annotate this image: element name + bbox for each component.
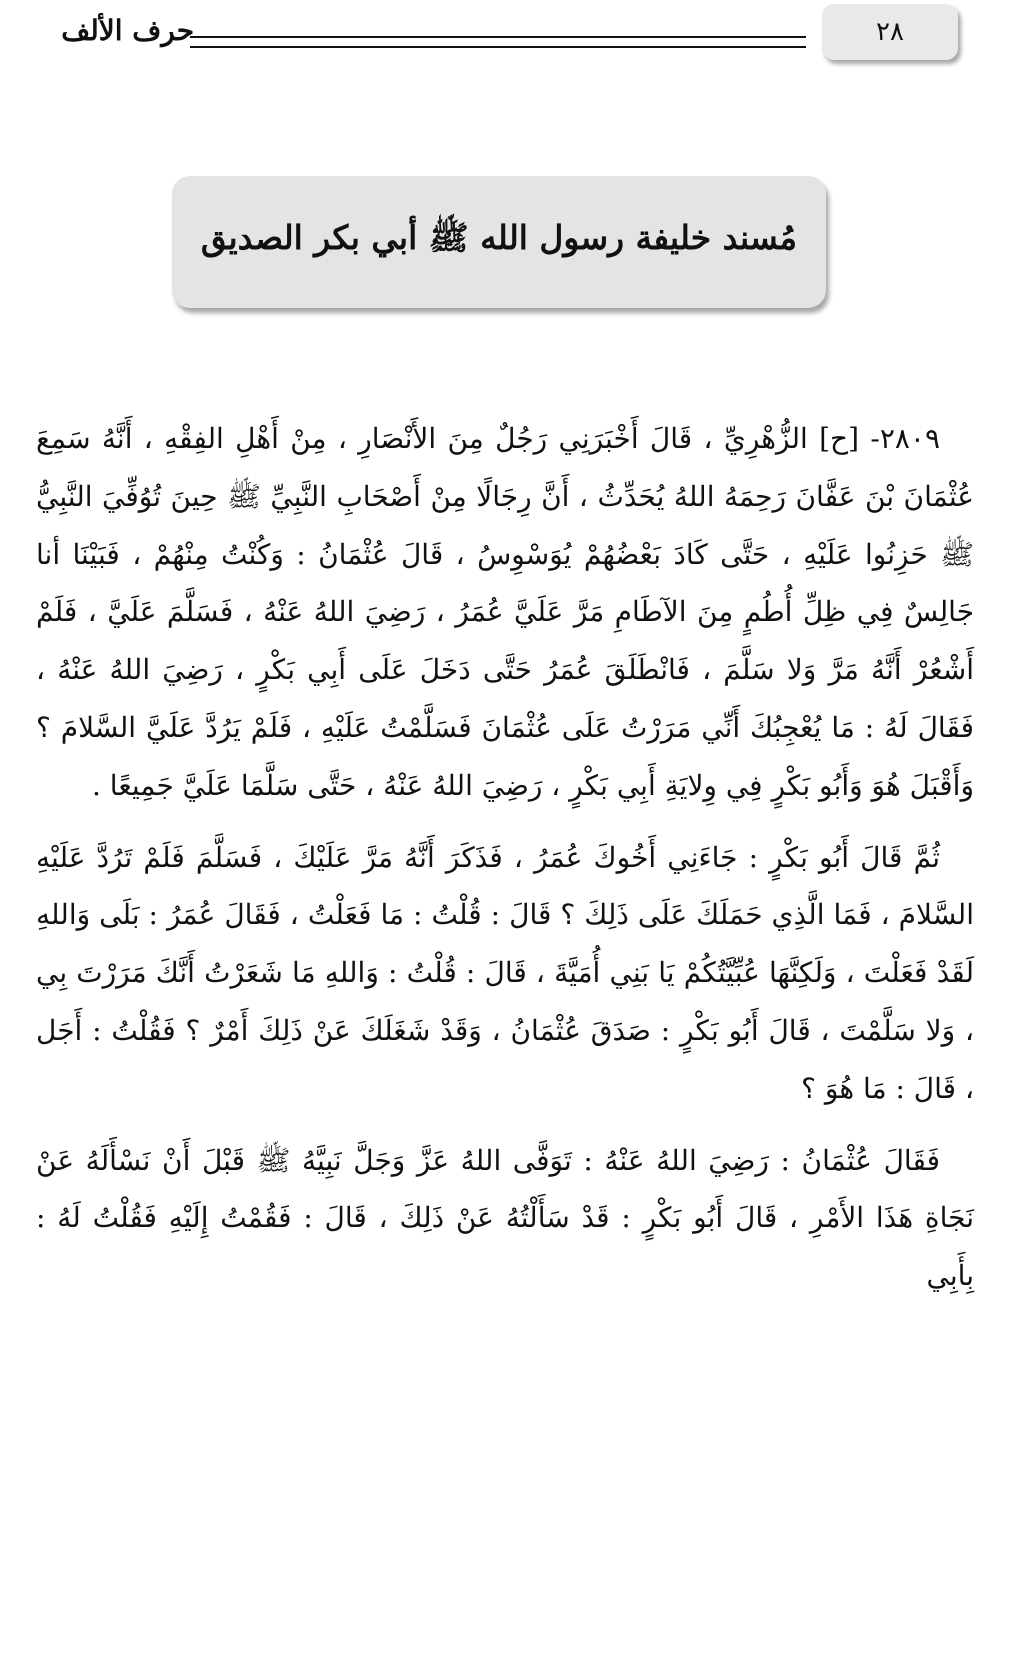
running-title: حرف الألف: [61, 14, 194, 47]
section-title-box: [172, 176, 826, 308]
page-number-badge: [822, 4, 958, 60]
header-double-rule: [190, 36, 806, 48]
page-number: ٢٨: [876, 17, 904, 47]
section-title: مُسند خليفة رسول الله ﷺ أبي بكر الصديق: [200, 218, 798, 257]
paragraph: ٢٨٠٩- [ح] الزُّهْرِيِّ ، قَالَ أَخْبَرَنِي رَجُلٌ مِنَ الأَنْصَارِ ، مِنْ أَهْلِ الفِقْهِ ، أَنَّهُ سَمِعَ عُثْمَانَ بْنَ عَفَّانَ رَحِمَهُ اللهُ يُحَدِّثُ ، أَنَّ رِجَالًا مِنْ أَصْحَابِ النَّبِيِّ ﷺ حِينَ تُوُفِّيَ النَّبِيُّ ﷺ حَزِنُوا عَلَيْهِ ، حَتَّى كَادَ بَعْضُهُمْ يُوَسْوِسُ ، قَالَ عُثْمَانُ : وَكُنْتُ مِنْهُمْ ، فَبَيْنَا أنا جَالِسٌ فِي ظِلِّ أُطُمٍ مِنَ الآطَامِ مَرَّ عَلَيَّ عُمَرُ ، رَضِيَ اللهُ عَنْهُ ، فَسَلَّمَ عَلَيَّ ، فَلَمْ أَشْعُرْ أَنَّهُ مَرَّ وَلا سَلَّمَ ، فَانْطَلَقَ عُمَرُ حَتَّى دَخَلَ عَلَى أَبِي بَكْرٍ ، رَضِيَ اللهُ عَنْهُ ، فَقَالَ لَهُ : مَا يُعْجِبُكَ أَنِّي مَرَرْتُ عَلَى عُثْمَانَ فَسَلَّمْتُ عَلَيْهِ ، فَلَمْ يَرُدَّ عَلَيَّ السَّلامَ ؟ وَأَقْبَلَ هُوَ وَأَبُو بَكْرٍ فِي وِلايَةِ أَبِي بَكْرٍ ، رَضِيَ اللهُ عَنْهُ ، حَتَّى سَلَّمَا عَلَيَّ جَمِيعًا .: [36, 422, 975, 802]
paragraph: فَقَالَ عُثْمَانُ : رَضِيَ اللهُ عَنْهُ : تَوَفَّى اللهُ عَزَّ وَجَلَّ نَبِيَّهُ ﷺ قَبْلَ أَنْ نَسْأَلَهُ عَنْ نَجَاةِ هَذَا الأَمْرِ ، قَالَ أَبُو بَكْرٍ : قَدْ سَأَلْتُهُ عَنْ ذَلِكَ ، قَالَ : فَقُمْتُ إِلَيْهِ فَقُلْتُ لَهُ : بِأَبِي: [36, 1143, 974, 1293]
paragraph: ثُمَّ قَالَ أَبُو بَكْرٍ : جَاءَنِي أَخُوكَ عُمَرُ ، فَذَكَرَ أَنَّهُ مَرَّ عَلَيْكَ ، فَسَلَّمَ فَلَمْ تَرُدَّ عَلَيْهِ السَّلامَ ، فَمَا الَّذِي حَمَلَكَ عَلَى ذَلِكَ ؟ قَالَ : قُلْتُ : مَا فَعَلْتُ ، فَقَالَ عُمَرُ : بَلَى وَاللهِ لَقَدْ فَعَلْتَ ، وَلَكِنَّهَا عُبِّيَّتُكُمْ يَا بَنِي أُمَيَّةَ ، قَالَ : قُلْتُ : وَاللهِ مَا شَعَرْتُ أَنَّكَ مَرَرْتَ بِي ، وَلا سَلَّمْتَ ، قَالَ أَبُو بَكْرٍ : صَدَقَ عُثْمَانُ ، وَقَدْ شَغَلَكَ عَنْ ذَلِكَ أَمْرٌ ؟ فَقُلْتُ : أَجَل ، قَالَ : مَا هُوَ ؟: [36, 840, 974, 1105]
body-text: [36, 410, 974, 1305]
